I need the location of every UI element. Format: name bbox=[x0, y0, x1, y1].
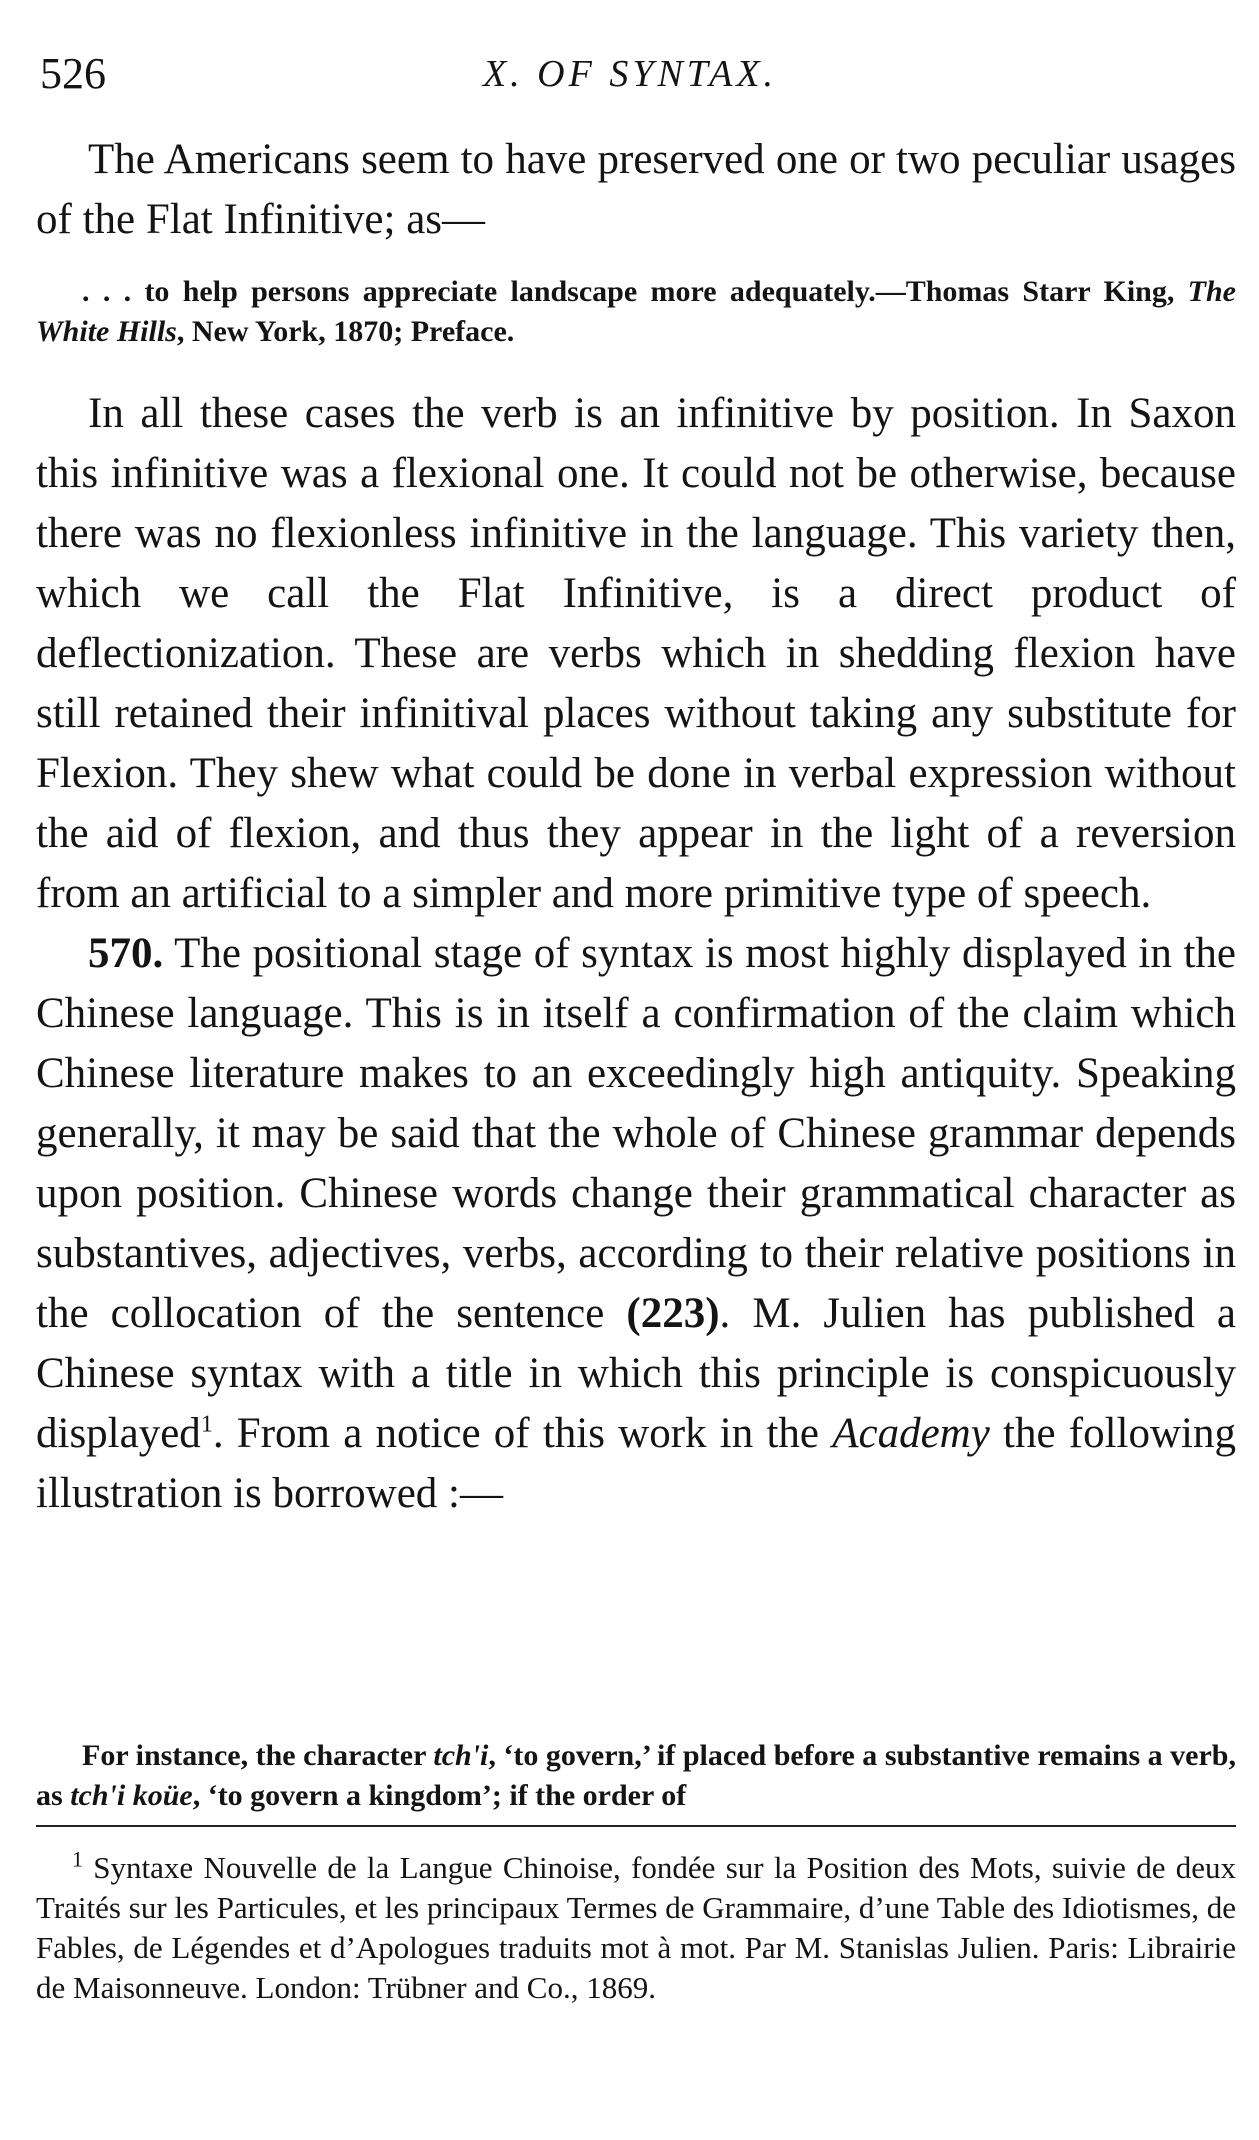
footnote-reference: 1 bbox=[200, 1411, 213, 1438]
quotation-1-title: The White Hills bbox=[36, 275, 1236, 348]
main-text-upper bbox=[36, 130, 1236, 250]
journal-title: Academy bbox=[832, 1410, 990, 1457]
section-number: 570. bbox=[88, 930, 164, 977]
paragraph-1-text: In all these cases the verb is an infinitive by position. In Saxon this infinitive was a flexional one. It could not be otherwise, because there was no flexionless infinitive in the language. This variety then, which we call the Flat Infinitive, is a direct product of deflectionization. These are verbs which in shedding flexion have still retained their infinitival places without taking any substitute for Flexion. They shew what could be done in verbal expression without the aid of flexion, and thus they appear in the light of a reversion from an artificial to a simpler and more primitive type of speech. bbox=[36, 390, 1236, 917]
intro-text: The Americans seem to have preserved one or two peculiar usages of the Flat Infinitive; as— bbox=[36, 136, 1236, 243]
quotation-2-term-2: tch'i koüe bbox=[70, 1779, 193, 1812]
paragraph-570-text-b: . M. Julien has published a Chinese syntax with a title in which this principle is conspicuously displayed bbox=[36, 1290, 1236, 1457]
main-text-body bbox=[36, 384, 1236, 1524]
quotation-1-after: , New York, 1870; Preface. bbox=[176, 315, 515, 348]
page-number: 526 bbox=[40, 49, 106, 98]
cross-reference: (223) bbox=[626, 1290, 720, 1337]
footnote-divider bbox=[36, 1825, 1236, 1827]
footnote-marker: 1 bbox=[72, 1846, 83, 1872]
quotation-2-a: For instance, the character bbox=[82, 1739, 434, 1772]
paragraph-1 bbox=[36, 384, 1236, 924]
quotation-2-c: , ‘to govern a kingdom’; if the order of bbox=[192, 1779, 687, 1812]
paragraph-570-text-c: . From a notice of this work in the bbox=[212, 1410, 833, 1457]
paragraph-570-text-d: the following illustration is borrowed :— bbox=[36, 1410, 1236, 1517]
footnote-text: Syntaxe Nouvelle de la Langue Chinoise, fondée sur la Position des Mots, suivie de deux Traités sur les Particules, et les principaux Termes de Grammaire, d’une Table des Idiotismes, de Fables, de Légendes et d’Apologues traduits mot à mot. Par M. Stanislas Julien. Paris: Librairie de Maisonneuve. London: Trübner and Co., 1869. bbox=[36, 1850, 1236, 2005]
quotation-2 bbox=[36, 1736, 1236, 1816]
quotation-block-2 bbox=[36, 1736, 1236, 1816]
quotation-2-term-1: tch'i bbox=[433, 1739, 489, 1772]
quotation-1 bbox=[36, 272, 1236, 352]
intro-paragraph bbox=[36, 130, 1236, 250]
quotation-2-b: , ‘to govern,’ if placed before a substantive remains a verb, as bbox=[36, 1739, 1236, 1812]
quotation-1-text: . . . to help persons appreciate landscape more adequately.—Thomas Starr King, bbox=[82, 275, 1188, 308]
quotation-block-1 bbox=[36, 272, 1236, 352]
paragraph-570 bbox=[36, 924, 1236, 1524]
footnote bbox=[36, 1848, 1236, 2008]
running-head bbox=[40, 44, 1220, 104]
running-title: X. OF SYNTAX. bbox=[482, 53, 778, 95]
paragraph-570-text-a: The positional stage of syntax is most highly displayed in the Chinese language. This is in itself a confirmation of the claim which Chinese literature makes to an exceedingly high antiquity. Speaking generally, it may be said that the whole of Chinese grammar depends upon position. Chinese words change their grammatical character as substantives, adjectives, verbs, according to their relative positions in the collocation of the sentence bbox=[36, 930, 1236, 1337]
